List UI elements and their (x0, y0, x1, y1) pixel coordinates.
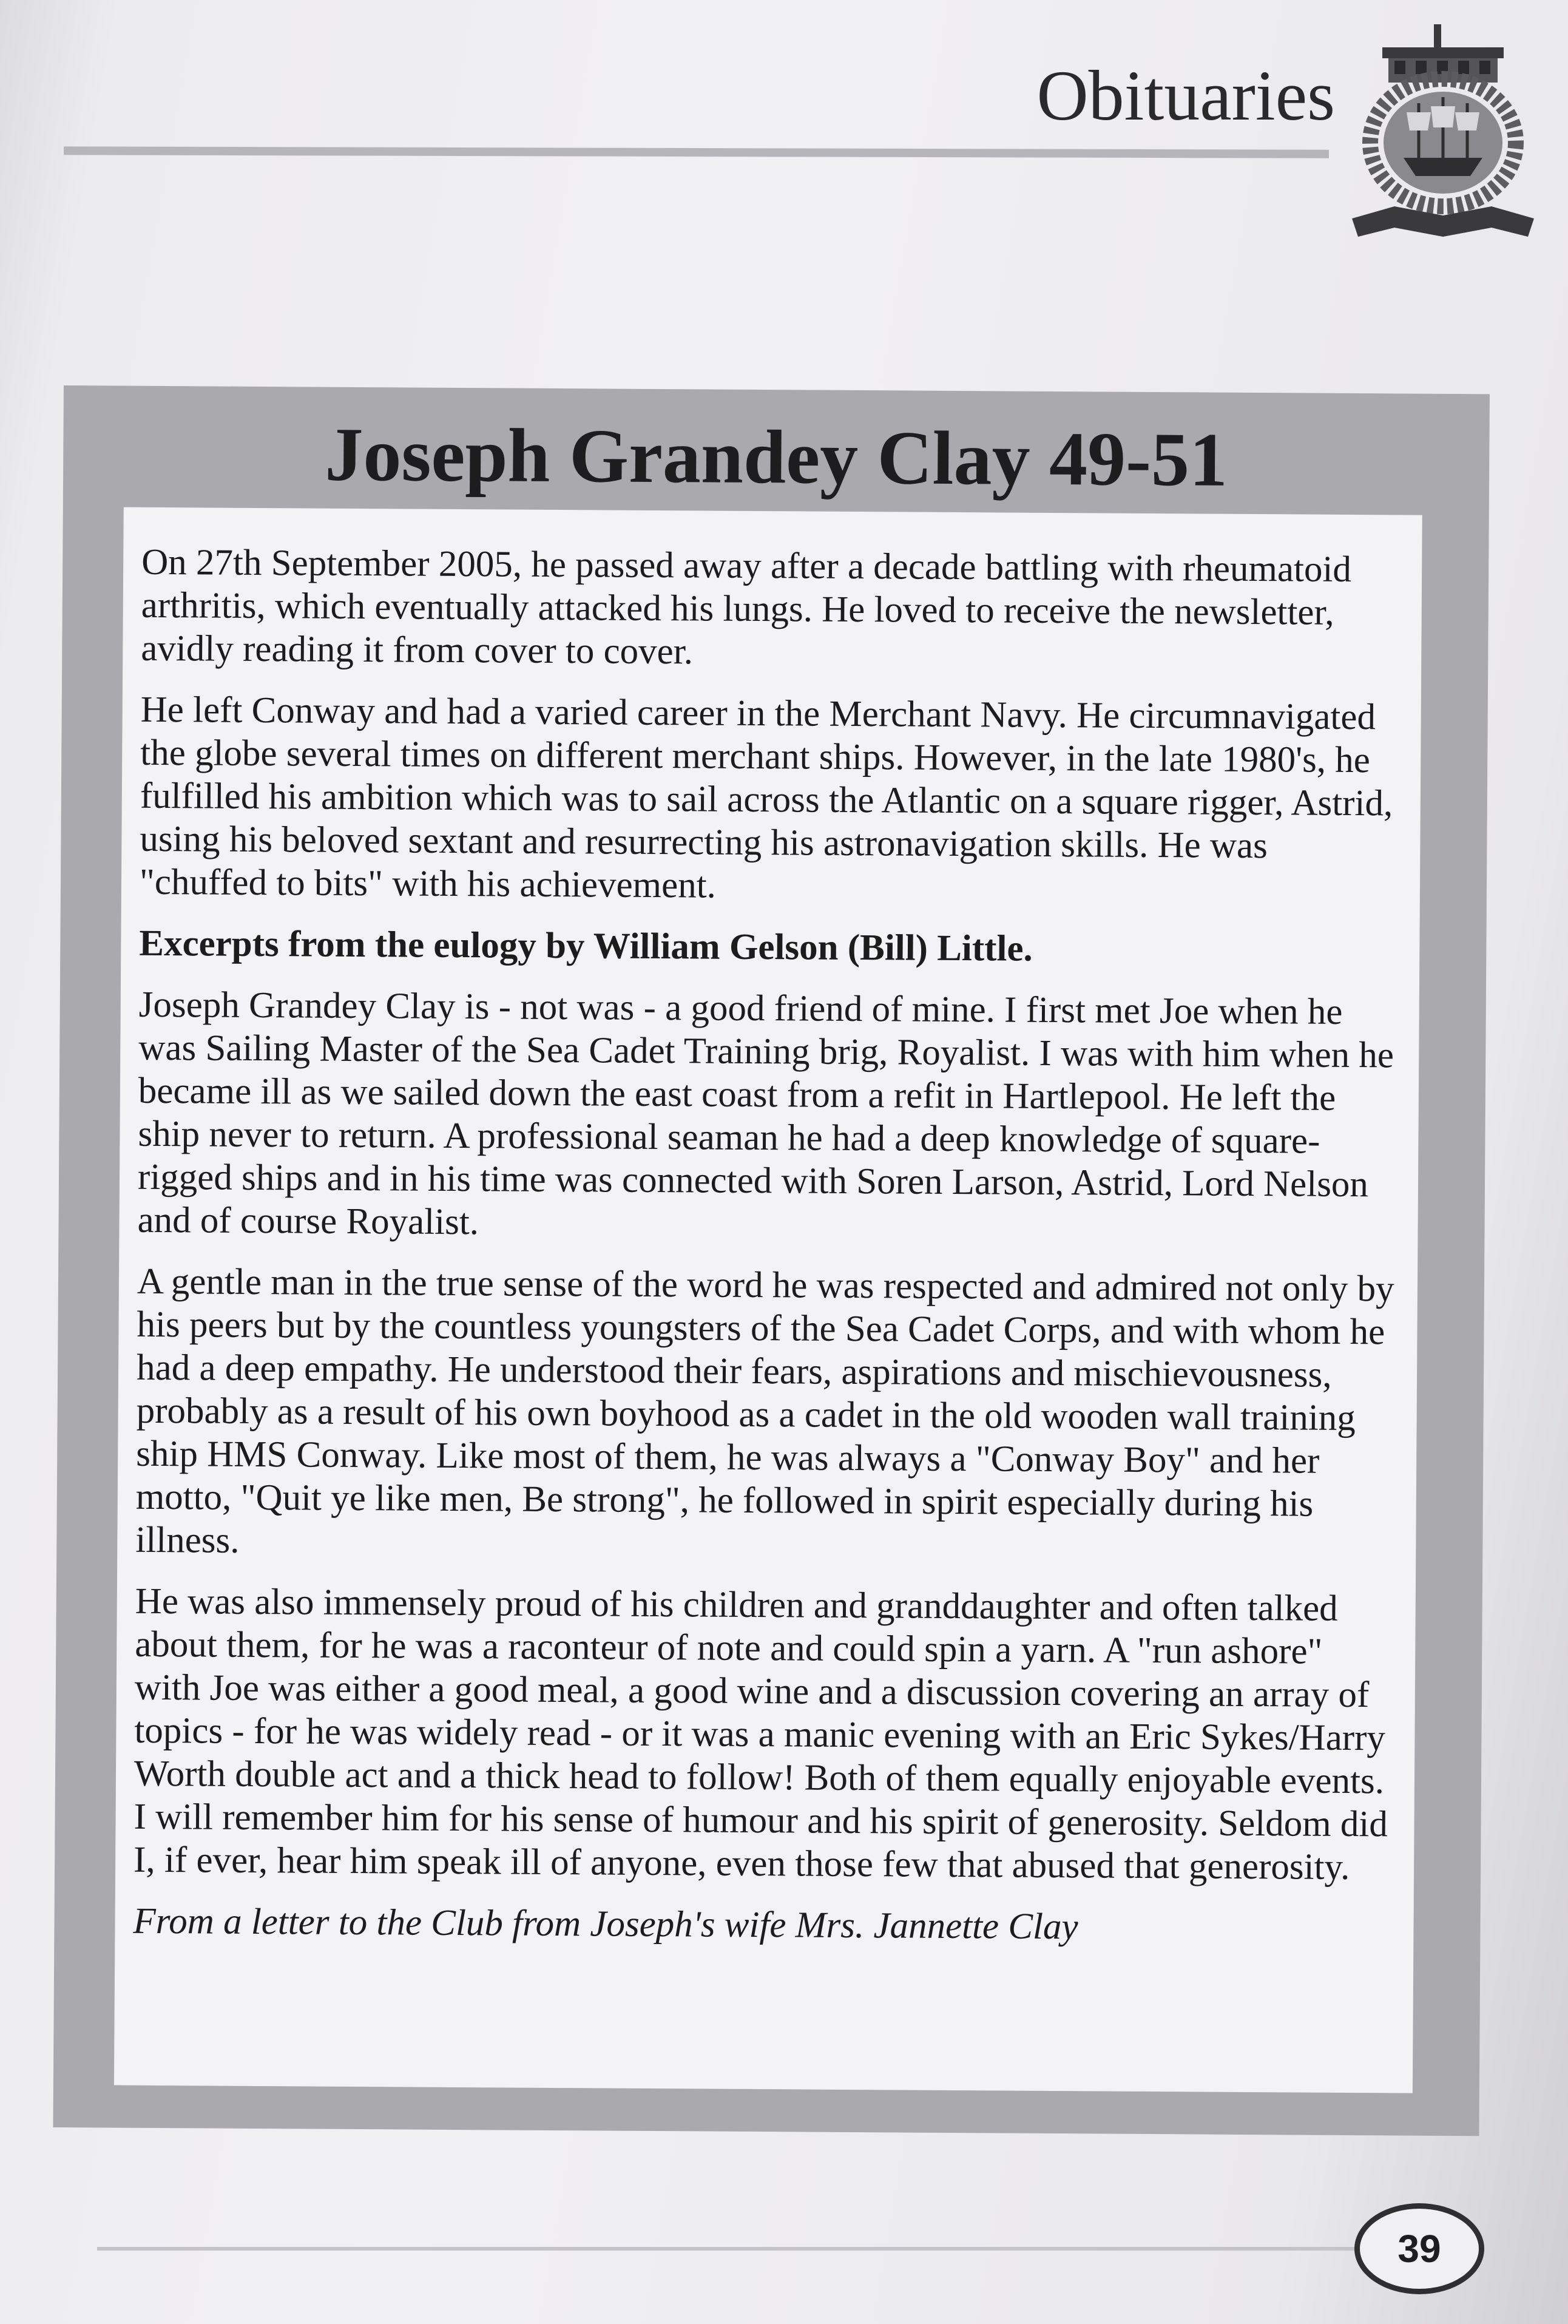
paragraph-death-notice: On 27th September 2005, he passed away after a decade battling with rheumatoid arthritis, which eventually attacked his lungs. He loved to receive the newsletter, avidly reading it from cover to cover. (141, 541, 1352, 672)
article-title: Joseph Grandey Clay 49-51 (325, 412, 1228, 503)
paragraph-eulogy-family: He was also immensely proud of his children and granddaughter and often talked about them, for he was a raconteur of note and could spin a yarn. A "run ashore" with Joe was either a good meal, a good wine and a discussion covering an array of topics - for he was widely read - or it was a manic evening with an Eric Sykes/Harry Worth double act and a thick head to follow! Both of them equally enjoyable events. I will remember him for his sense of humour and his spirit of generosity. Seldom did I, if ever, hear him speak ill of anyone, even those few that abused that generosity. (133, 1580, 1388, 1888)
paragraph-eulogy-gentle-man: A gentle man in the true sense of the word he was respected and admired not only by his peers but by the countless youngsters of the Sea Cadet Corps, and with whom he had a deep empathy. He understood their fears, aspirations and mischievousness, probably as a result of his own boyhood as a cadet in the old wooden wall training ship HMS Conway. Like most of them, he was always a "Conway Boy" and her motto, "Quit ye like men, Be strong", he followed in spirit especially during his illness. (135, 1261, 1394, 1561)
header-divider (64, 146, 1329, 158)
eulogy-heading: Excerpts from the eulogy by William Gelson (Bill) Little. (139, 923, 1033, 969)
footer-divider (97, 2247, 1359, 2251)
ship-crest-icon (1346, 24, 1540, 249)
article-body (133, 541, 1404, 1969)
signoff-line: From a letter to the Club from Joseph's wife Mrs. Jannette Clay (133, 1900, 1078, 1948)
section-title: Obituaries (1036, 56, 1335, 135)
article-panel (114, 507, 1422, 2093)
obituary-frame (53, 385, 1489, 2136)
paragraph-career: He left Conway and had a varied career in the Merchant Navy. He circumnavigated the globe several times on different merchant ships. However, in the late 1980's, he fulfilled his ambition which was to sail across the Atlantic on a square rigger, Astrid, using his beloved sextant and resurrecting his astronavigation skills. He was "chuffed to bits" with his achievement. (139, 689, 1393, 906)
page-number: 39 (1354, 2203, 1484, 2294)
paragraph-eulogy-friend: Joseph Grandey Clay is - not was - a good friend of mine. I first met Joe when he was Sailing Master of the Sea Cadet Training brig, Royalist. I was with him when he became ill as we sailed down the east coast from a refit in Hartlepool. He left the ship never to return. A professional seaman he had a deep knowledge of square-rigged ships and in his time was connected with Soren Larson, Astrid, Lord Nelson and of course Royalist. (137, 984, 1394, 1243)
